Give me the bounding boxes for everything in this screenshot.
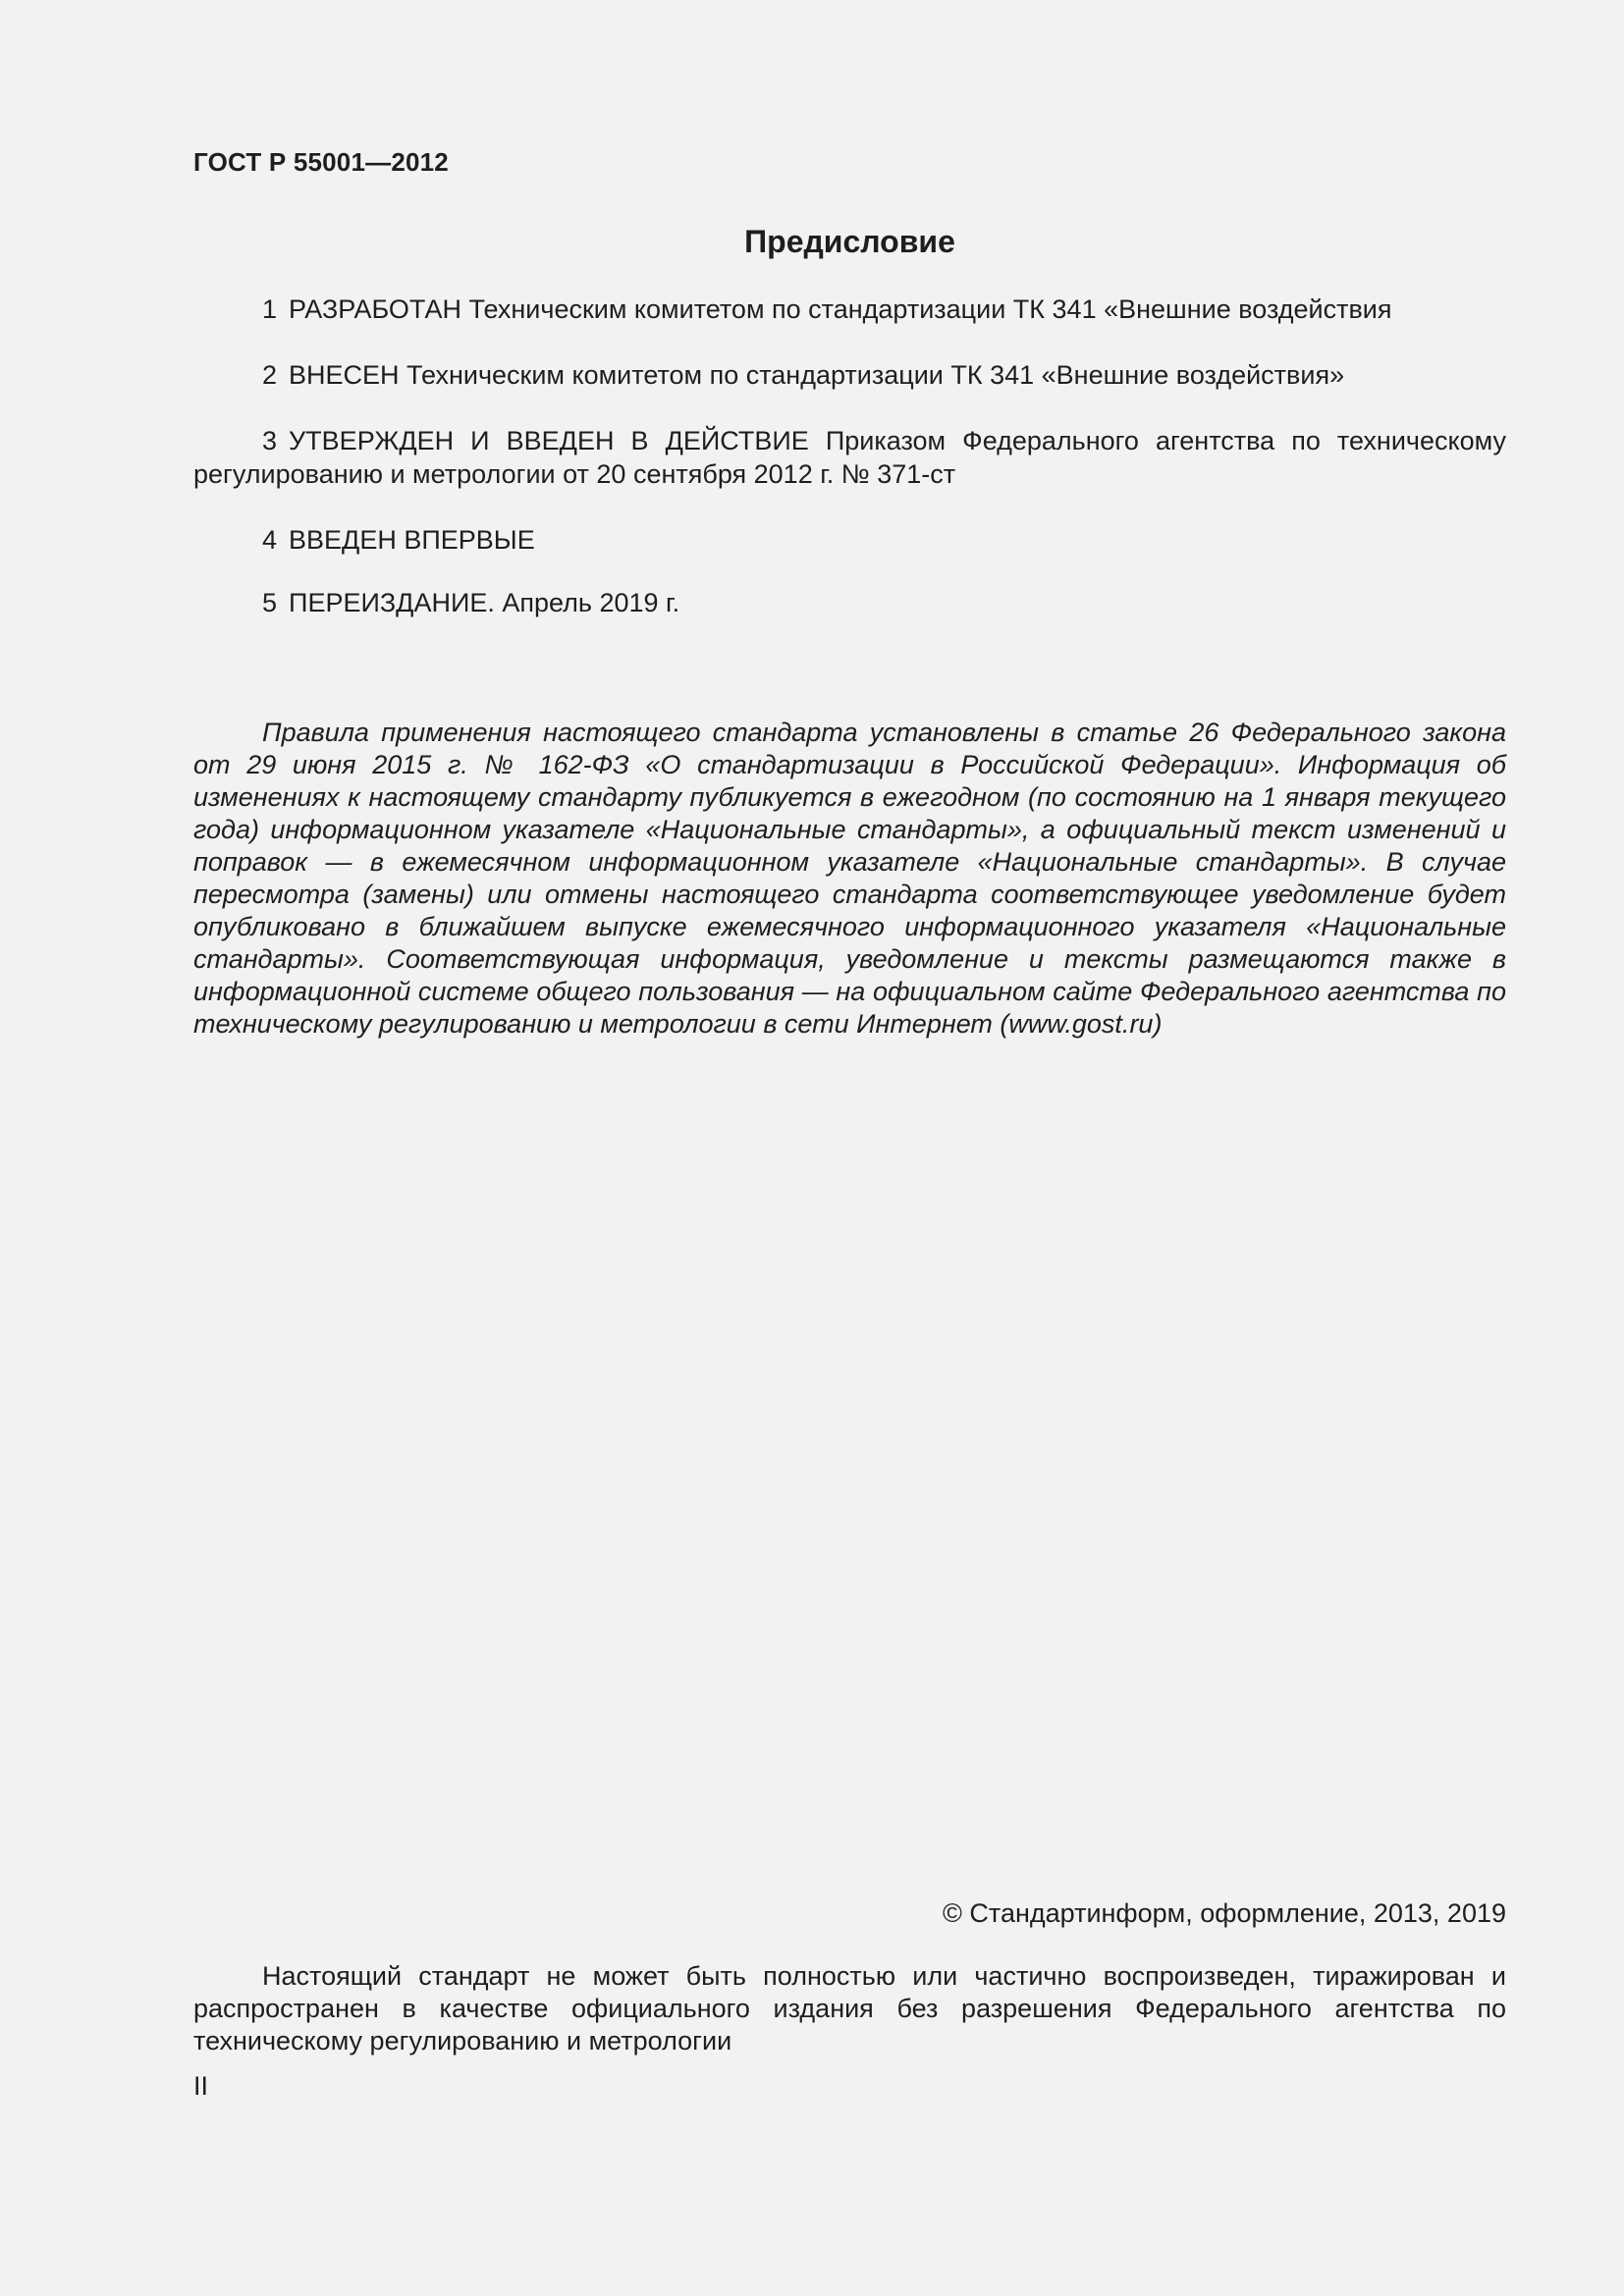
foreword-item-4 bbox=[193, 523, 1506, 557]
item-text: ПЕРЕИЗДАНИЕ. Апрель 2019 г. bbox=[289, 588, 680, 617]
copyright-line: © Стандартинформ, оформление, 2013, 2019 bbox=[943, 1898, 1506, 1928]
foreword-item-3 bbox=[193, 424, 1506, 491]
item-text: УТВЕРЖДЕН И ВВЕДЕН В ДЕЙСТВИЕ Приказом Федерального агентства по техническому регулированию и метрологии от 20 сентября 2012 г. № 371-ст bbox=[193, 426, 1506, 489]
item-number: 4 bbox=[262, 525, 278, 555]
item-text: РАЗРАБОТАН Техническим комитетом по стандартизации ТК 341 «Внешние воздействия bbox=[289, 294, 1392, 324]
page-title: Предисловие bbox=[744, 224, 955, 259]
reproduction-restriction: Настоящий стандарт не может быть полностью или частично воспроизведен, тиражирован и распространен в качестве официального издания без разрешения Федерального агентства по техническому регулированию и метрологии bbox=[193, 1961, 1506, 2056]
item-text: ВВЕДЕН ВПЕРВЫЕ bbox=[289, 525, 535, 555]
item-number: 1 bbox=[262, 294, 278, 324]
item-number: 5 bbox=[262, 588, 278, 617]
foreword-item-5 bbox=[193, 586, 1506, 619]
item-text: ВНЕСЕН Техническим комитетом по стандартизации ТК 341 «Внешние воздействия» bbox=[289, 360, 1345, 390]
page-number: II bbox=[193, 2071, 209, 2101]
item-number: 2 bbox=[262, 360, 278, 390]
application-rules-notice: Правила применения настоящего стандарта установлены в статье 26 Федерального закона от 29 июня 2015 г. № 162-ФЗ «О стандартизации в Российской Федерации». Информация об изменениях к настоящему стандарту публикуется в ежегодном (по состоянию на 1 января текущего года) информационном указателе «Национальные стандарты», а официальный текст изменений и поправок — в ежемесячном информационном указателе «Национальные стандарты». В случае пересмотра (замены) или отмены настоящего стандарта соответствующее уведомление будет опубликовано в ближайшем выпуске ежемесячного информационного указателя «Национальные стандарты». Соответствующая информация, уведомление и тексты размещаются также в информационной системе общего пользования — на официальном сайте Федерального агентства по техническому регулированию и метрологии в сети Интернет (www.gost.ru) bbox=[193, 718, 1506, 1039]
foreword-item-1 bbox=[193, 293, 1506, 326]
document-code: ГОСТ Р 55001—2012 bbox=[193, 147, 449, 177]
foreword-item-2 bbox=[193, 358, 1506, 392]
item-number: 3 bbox=[262, 426, 278, 455]
